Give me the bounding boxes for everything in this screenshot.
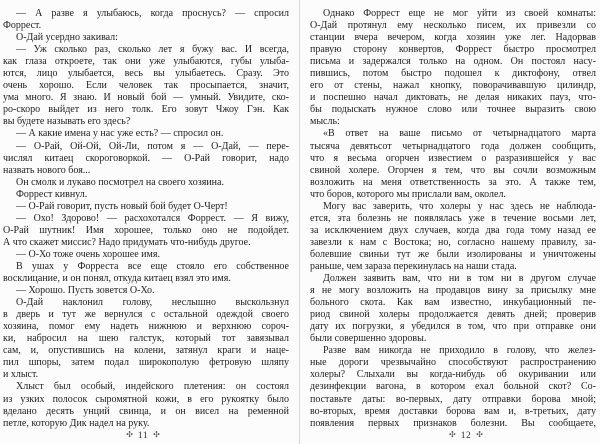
text-line: и хлыст.	[3, 369, 39, 381]
text-line: назвать нового боя...	[3, 164, 91, 176]
text-line: как глаза откроете, так они уже улыбаются, губы улыба-	[3, 56, 289, 68]
text-line: дату их погрузки, я убедился в том, что при отправке они	[310, 321, 596, 333]
text-line: вы будете называть его здесь?	[3, 116, 131, 128]
text-line: что я весьма огорчен известием о разразившейся у вас	[310, 152, 596, 164]
text-line: ума много. Я знаю. И новый бой — умный. Увидите, ско-	[3, 92, 289, 104]
text-line: и поспешно начал диктовать, не делая никаких пауз, что-	[310, 92, 596, 104]
page-right	[300, 0, 600, 444]
text-line: А что скажет миссис? Надо придумать что-нибудь другое.	[3, 236, 251, 248]
text-line: ро-скоро выйдет из него толк. Его зовут Чжоу Гэн. Как	[3, 104, 289, 116]
text-line: Должен заявить вам, что ни в том ни в другом случае	[323, 273, 596, 285]
text-line: бы подыскать нужное слово или точнее выразить свою	[310, 104, 596, 116]
text-line: О-Дай наклонил голову, неслышно выскользнул	[16, 297, 289, 309]
text-line: числял китаец скороговоркой. — О-Рай говорит, надо	[3, 152, 289, 164]
page-number: 12	[460, 431, 472, 441]
text-line: появления первых признаков болезни. Вы сообщаете,	[310, 417, 596, 429]
text-line: риод свиной холеры продолжается девять дней; проверив	[310, 309, 596, 321]
text-line: больного скота. Как вам известно, инкубационный пе-	[310, 297, 596, 309]
text-line: сам, и, опустившись на колени, затянул краги и наце-	[3, 345, 289, 357]
text-line: станции вчера вечером, когда хозяин уже лег. Надорвав	[310, 32, 596, 44]
text-line: пившись, потом быстро подошел к диктофону, отвел	[310, 68, 596, 80]
text-line: восклицание, и он понял, откуда китаец взял это имя.	[3, 273, 231, 285]
text-line: были совершенно здоровы.	[310, 333, 427, 345]
text-line: — А разве я улыбаюсь, когда проснусь? — спросил	[16, 8, 289, 19]
text-line: свиной холере. Огорчен я тем, что вы сочли возможным	[310, 164, 596, 176]
text-line: тысяча девятьсот четырнадцатого года должен сообщить,	[310, 140, 596, 152]
text-line: дезинфекции вагона, в котором ехал больной скот? Со-	[310, 381, 596, 393]
text-line: — Охо! Здорово! — расхохотался Форрест. — Я вижу,	[16, 212, 289, 224]
text-line: вделано десять унций свинца, и он висел на ременной	[3, 405, 289, 417]
text-line: — А какие имена у нас уже есть? — спросил он.	[16, 128, 224, 140]
text-line: Могу вас заверить, что холеры у нас здесь не наблюда-	[323, 200, 596, 212]
text-line: О-Рай шутник! Имя хорошее, только оно не подойдет.	[3, 224, 289, 236]
text-line: завезли к нам с Востока; но, согласно нашему правилу, за-	[310, 236, 596, 248]
page-divider	[299, 0, 300, 444]
text-line: ется, эта болезнь не появлялась уже в течение восьми лет,	[310, 212, 596, 224]
page-number: 11	[137, 431, 149, 441]
text-line: правую сторону конвертов, Форрест быстро просмотрел	[310, 44, 596, 56]
text-line: — О-Рай говорит, пусть новый бой будет О-Черт!	[16, 200, 228, 212]
text-line: Хлыст был особый, индейского плетения: он состоял	[16, 381, 289, 393]
fleuron-icon: ✣	[153, 430, 160, 439]
text-line: О-Дай усердно закивал:	[16, 32, 118, 44]
text-line: Форрест.	[3, 20, 42, 32]
text-line: во-вторых, время доставки борова вам и, в-третьих, дату	[310, 405, 596, 417]
text-line: — О-Рай, Ой-Ой, Ой-Ли, потом я — О-Дай, — пере-	[16, 140, 289, 152]
text-line: «В ответ на ваше письмо от четырнадцатого марта	[323, 128, 596, 140]
text-line: я не могу возложить на продавцов вину за присылку мне	[310, 285, 596, 297]
fleuron-icon: ✣	[449, 430, 456, 439]
text-line: раньше, чем зараза перекинулась на наши стада.	[310, 260, 517, 272]
text-line: В ушах у Форреста все еще стояло его собственное	[16, 260, 289, 272]
text-line: очень хорошо. Если человек так просыпается, значит,	[3, 80, 289, 92]
text-line: ные дороги чрезвычайно способствуют распространению	[310, 357, 596, 369]
text-line: из узких полосок сыромятной кожи, в его рукоятку было	[3, 393, 289, 405]
text-line: Однако Форрест еще не мог уйти из своей комнаты:	[323, 8, 596, 19]
text-line: — Уж сколько раз, сколько лет я бужу вас. И всегда,	[16, 44, 289, 56]
text-line: О-Дай протянул ему несколько писем, их привезли со	[310, 20, 596, 32]
text-line: его от стены, нажал кнопку, поворачивавшую цилиндр,	[310, 80, 596, 92]
fleuron-icon: ✣	[476, 430, 483, 439]
text-line: за исключением двух случаев, когда два года тому назад ее	[310, 224, 596, 236]
fleuron-icon: ✣	[126, 430, 133, 439]
text-line: возложить на меня ответственность за это. А также тем,	[310, 176, 596, 188]
text-line: поставьте даты: во-первых, дату отправки борова мной;	[310, 393, 596, 405]
text-line: Разве вам никогда не приходило в голову, что желез-	[323, 345, 596, 357]
text-column-left	[3, 8, 289, 430]
text-line: холеры? Слыхали вы когда-нибудь об окуривании или	[310, 369, 596, 381]
text-line: хозяина, помог ему надеть нижнюю и верхнюю сороч-	[3, 321, 289, 333]
text-column-right	[310, 8, 596, 430]
text-line: письма и задержался только на одном. Он постоял насу-	[310, 56, 596, 68]
text-line: — Хорошо. Пусть зовется О-Хо.	[16, 285, 155, 297]
text-line: мысль:	[310, 116, 340, 128]
text-line: ются, лицо улыбается, весь вы улыбаетесь. Сразу. Это	[3, 68, 289, 80]
text-line: Он смолк и лукаво посмотрел на своего хозяина.	[16, 176, 224, 188]
page-footer-left	[0, 431, 293, 441]
text-line: Форрест кивнул.	[16, 188, 88, 200]
text-line: что боров, которого мы прислали вам, околел.	[310, 188, 506, 200]
text-line: в дверь и тут же вернулся с остальной одеждой своего	[3, 309, 289, 321]
page-footer-right	[316, 431, 600, 441]
text-line: — О-Хо тоже очень хорошее имя.	[16, 248, 160, 260]
text-line: болевшие свиньи тут же были изолированы и уничтожены	[310, 248, 596, 260]
text-line: пил шпоры, затем подал широкополую фетровую шляпу	[3, 357, 289, 369]
text-line: петле, которую Дик надел на руку.	[3, 417, 150, 429]
text-line: ки, набросил на шею галстук, который тот завязывал	[3, 333, 289, 345]
